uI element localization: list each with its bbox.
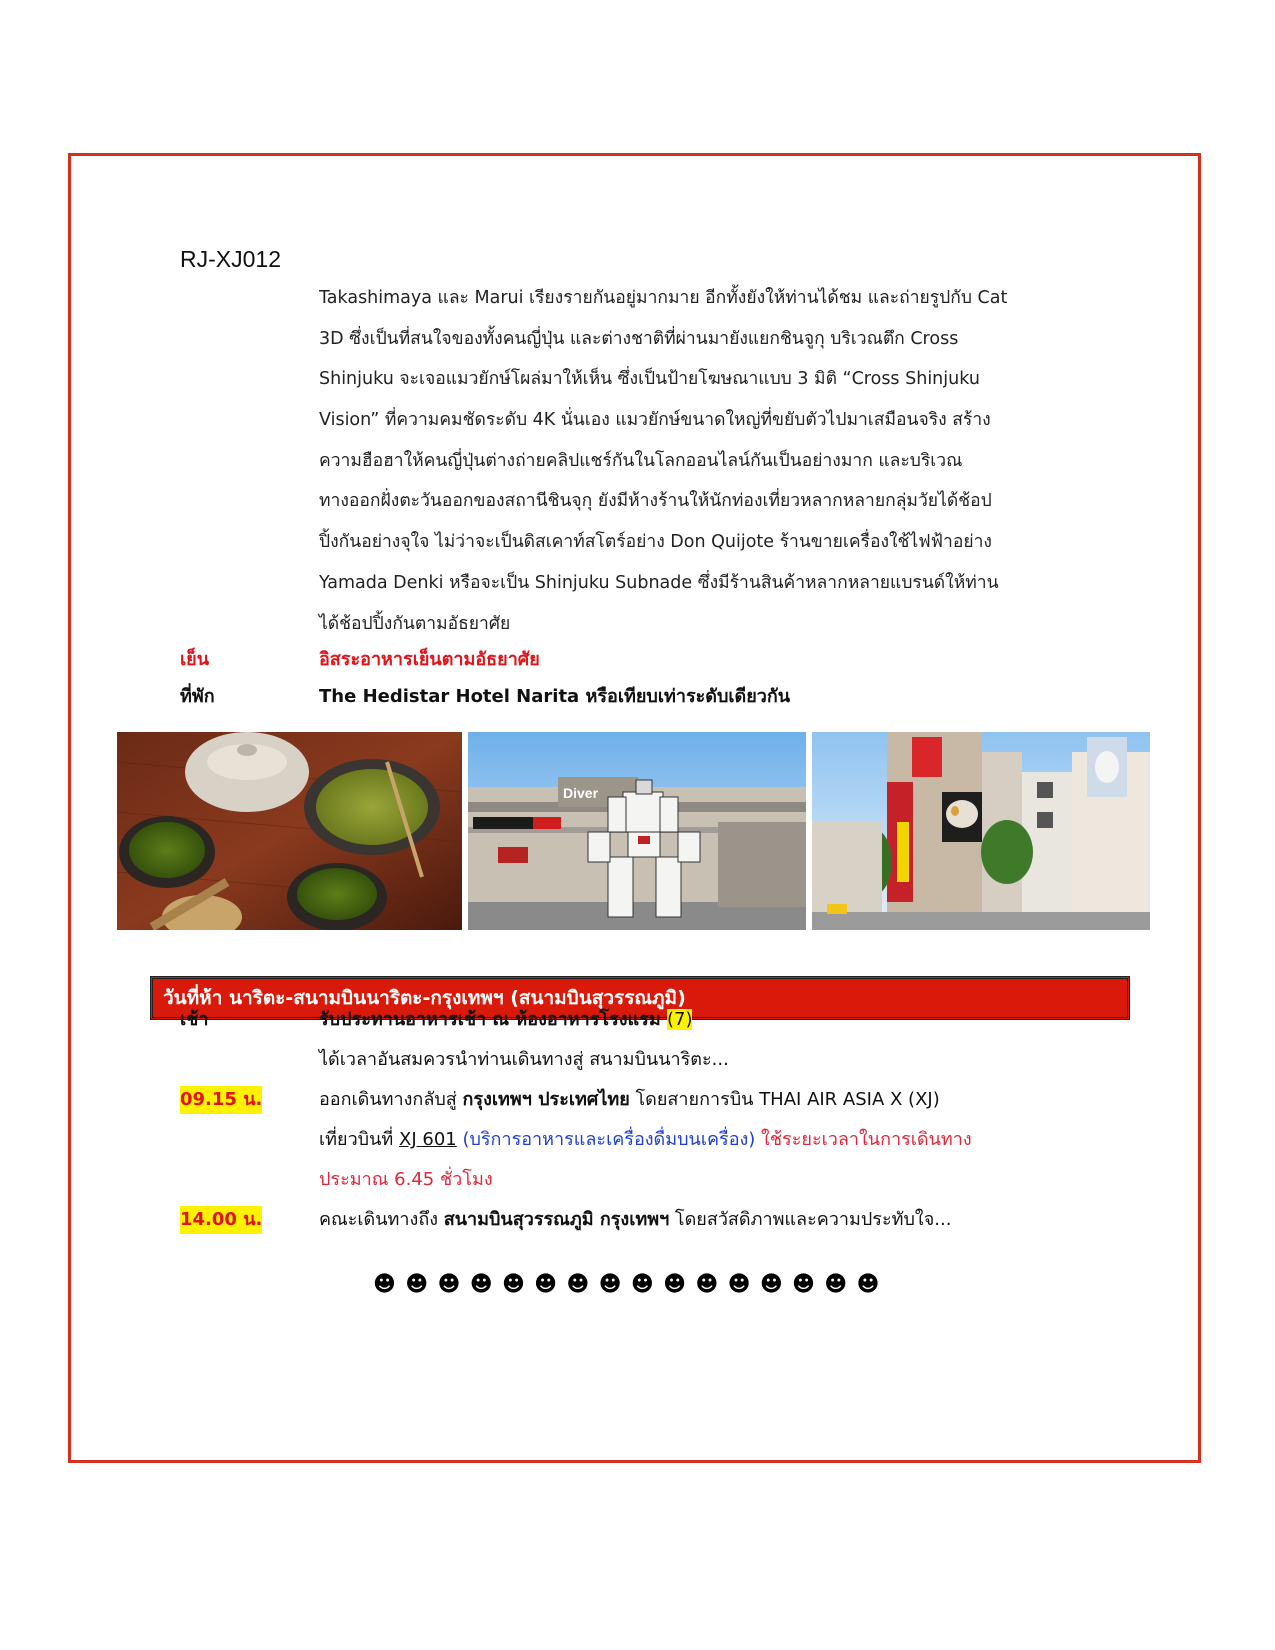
dinner-text: อิสระอาหารเย็นตามอัธยาศัย xyxy=(319,649,540,670)
svg-text:Diver: Diver xyxy=(563,785,599,801)
shinjuku-cat-billboard-photo xyxy=(812,732,1150,930)
flight-duration-b: ประมาณ 6.45 ชั่วโมง xyxy=(319,1169,493,1190)
arrival-text-c: โดยสวัสดิภาพและความประทับใจ... xyxy=(669,1209,952,1230)
departure-airline: โดยสายการบิน THAI AIR ASIA X (XJ) xyxy=(629,1089,940,1110)
departure-time: 09.15 น. xyxy=(180,1086,262,1114)
meal-number-badge: (7) xyxy=(666,1009,693,1030)
para-line: Vision” ที่ความคมชัดระดับ 4K นั่นเอง แมวยักษ์ขนาดใหญ่ที่ขยับตัวไปมาเสมือนจริง สร้าง xyxy=(319,410,991,431)
flight-service: (บริการอาหารและเครื่องดื่มบนเครื่อง) xyxy=(456,1129,756,1150)
hotel-suffix: หรือเทียบเท่าระดับเดียวกัน xyxy=(585,686,791,707)
para-line: Yamada Denki หรือจะเป็น Shinjuku Subnade ซึ่งมีร้านสินค้าหลากหลายแบรนด์ให้ท่าน xyxy=(319,572,999,593)
morning-line2: ได้เวลาอันสมควรนำท่านเดินทางสู่ สนามบินนาริตะ... xyxy=(319,1049,729,1070)
day-five-header: วันที่ห้า นาริตะ-สนามบินนาริตะ-กรุงเทพฯ (สนามบินสุวรรณภูมิ) xyxy=(150,976,1130,1020)
para-line: Shinjuku จะเจอแมวยักษ์โผล่มาให้เห็น ซึ่งเป็นป้ายโฆษณาแบบ 3 มิติ “Cross Shinjuku xyxy=(319,369,980,390)
flight-number: XJ 601 xyxy=(399,1129,457,1150)
gundam-diver-city-photo xyxy=(468,732,806,930)
para-line: Takashimaya และ Marui เรียงรายกันอยู่มากมาย อีกทั้งยังให้ท่านได้ชม และถ่ายรูปกับ Cat xyxy=(319,288,1008,308)
arrival-airport: สนามบินสุวรรณภูมิ กรุงเทพฯ xyxy=(443,1209,670,1230)
departure-text-a: ออกเดินทางกลับสู่ xyxy=(319,1089,463,1110)
departure-text xyxy=(319,1086,940,1114)
arrival-text xyxy=(319,1206,951,1234)
shinjuku-description xyxy=(319,278,1091,644)
para-line: 3D ซึ่งเป็นที่สนใจของทั้งคนญี่ปุ่น และต่างชาติที่ผ่านมายังแยกชินจูกุ บริเวณตึก Cross xyxy=(319,328,959,349)
morning-text xyxy=(319,1006,692,1034)
morning-label: เช้า xyxy=(180,1009,209,1030)
departure-destination: กรุงเทพฯ ประเทศไทย xyxy=(462,1089,630,1110)
hotel-name: The Hedistar Hotel Narita xyxy=(319,686,580,707)
flight-duration-a: ใช้ระยะเวลาในการเดินทาง xyxy=(755,1129,972,1150)
para-line: ทางออกฝั่งตะวันออกของสถานีชินจุกุ ยังมีห้างร้านให้นักท่องเที่ยวหลากหลายกลุ่มวัยได้ช้อป xyxy=(319,491,992,512)
flight-label: เที่ยวบินที่ xyxy=(319,1129,399,1150)
smiley-row: ☻☻☻☻☻☻☻☻☻☻☻☻☻☻☻☻ xyxy=(373,1272,889,1297)
morning-meal-text: รับประทานอาหารเช้า ณ ห้องอาหารโรงแรม xyxy=(319,1009,661,1030)
para-line: ปิ้งกันอย่างจุใจ ไม่ว่าจะเป็นดิสเคาท์สโตร์อย่าง Don Quijote ร้านขายเครื่องใช้ไฟฟ้าอย่าง xyxy=(319,532,992,553)
arrival-text-a: คณะเดินทางถึง xyxy=(319,1209,444,1230)
hotel-label: ที่พัก xyxy=(180,686,215,707)
para-line: ได้ช้อปปิ้งกันตามอัธยาศัย xyxy=(319,613,511,634)
hotel-text xyxy=(319,683,790,711)
matcha-tea-photo xyxy=(117,732,462,930)
flight-text xyxy=(319,1126,972,1154)
para-line: ความฮือฮาให้คนญี่ปุ่นต่างถ่ายคลิปแชร์กันในโลกออนไลน์กันเป็นอย่างมาก และบริเวณ xyxy=(319,450,963,471)
tour-code: RJ-XJ012 xyxy=(180,246,281,272)
dinner-label: เย็น xyxy=(180,649,210,670)
arrival-time: 14.00 น. xyxy=(180,1206,262,1234)
